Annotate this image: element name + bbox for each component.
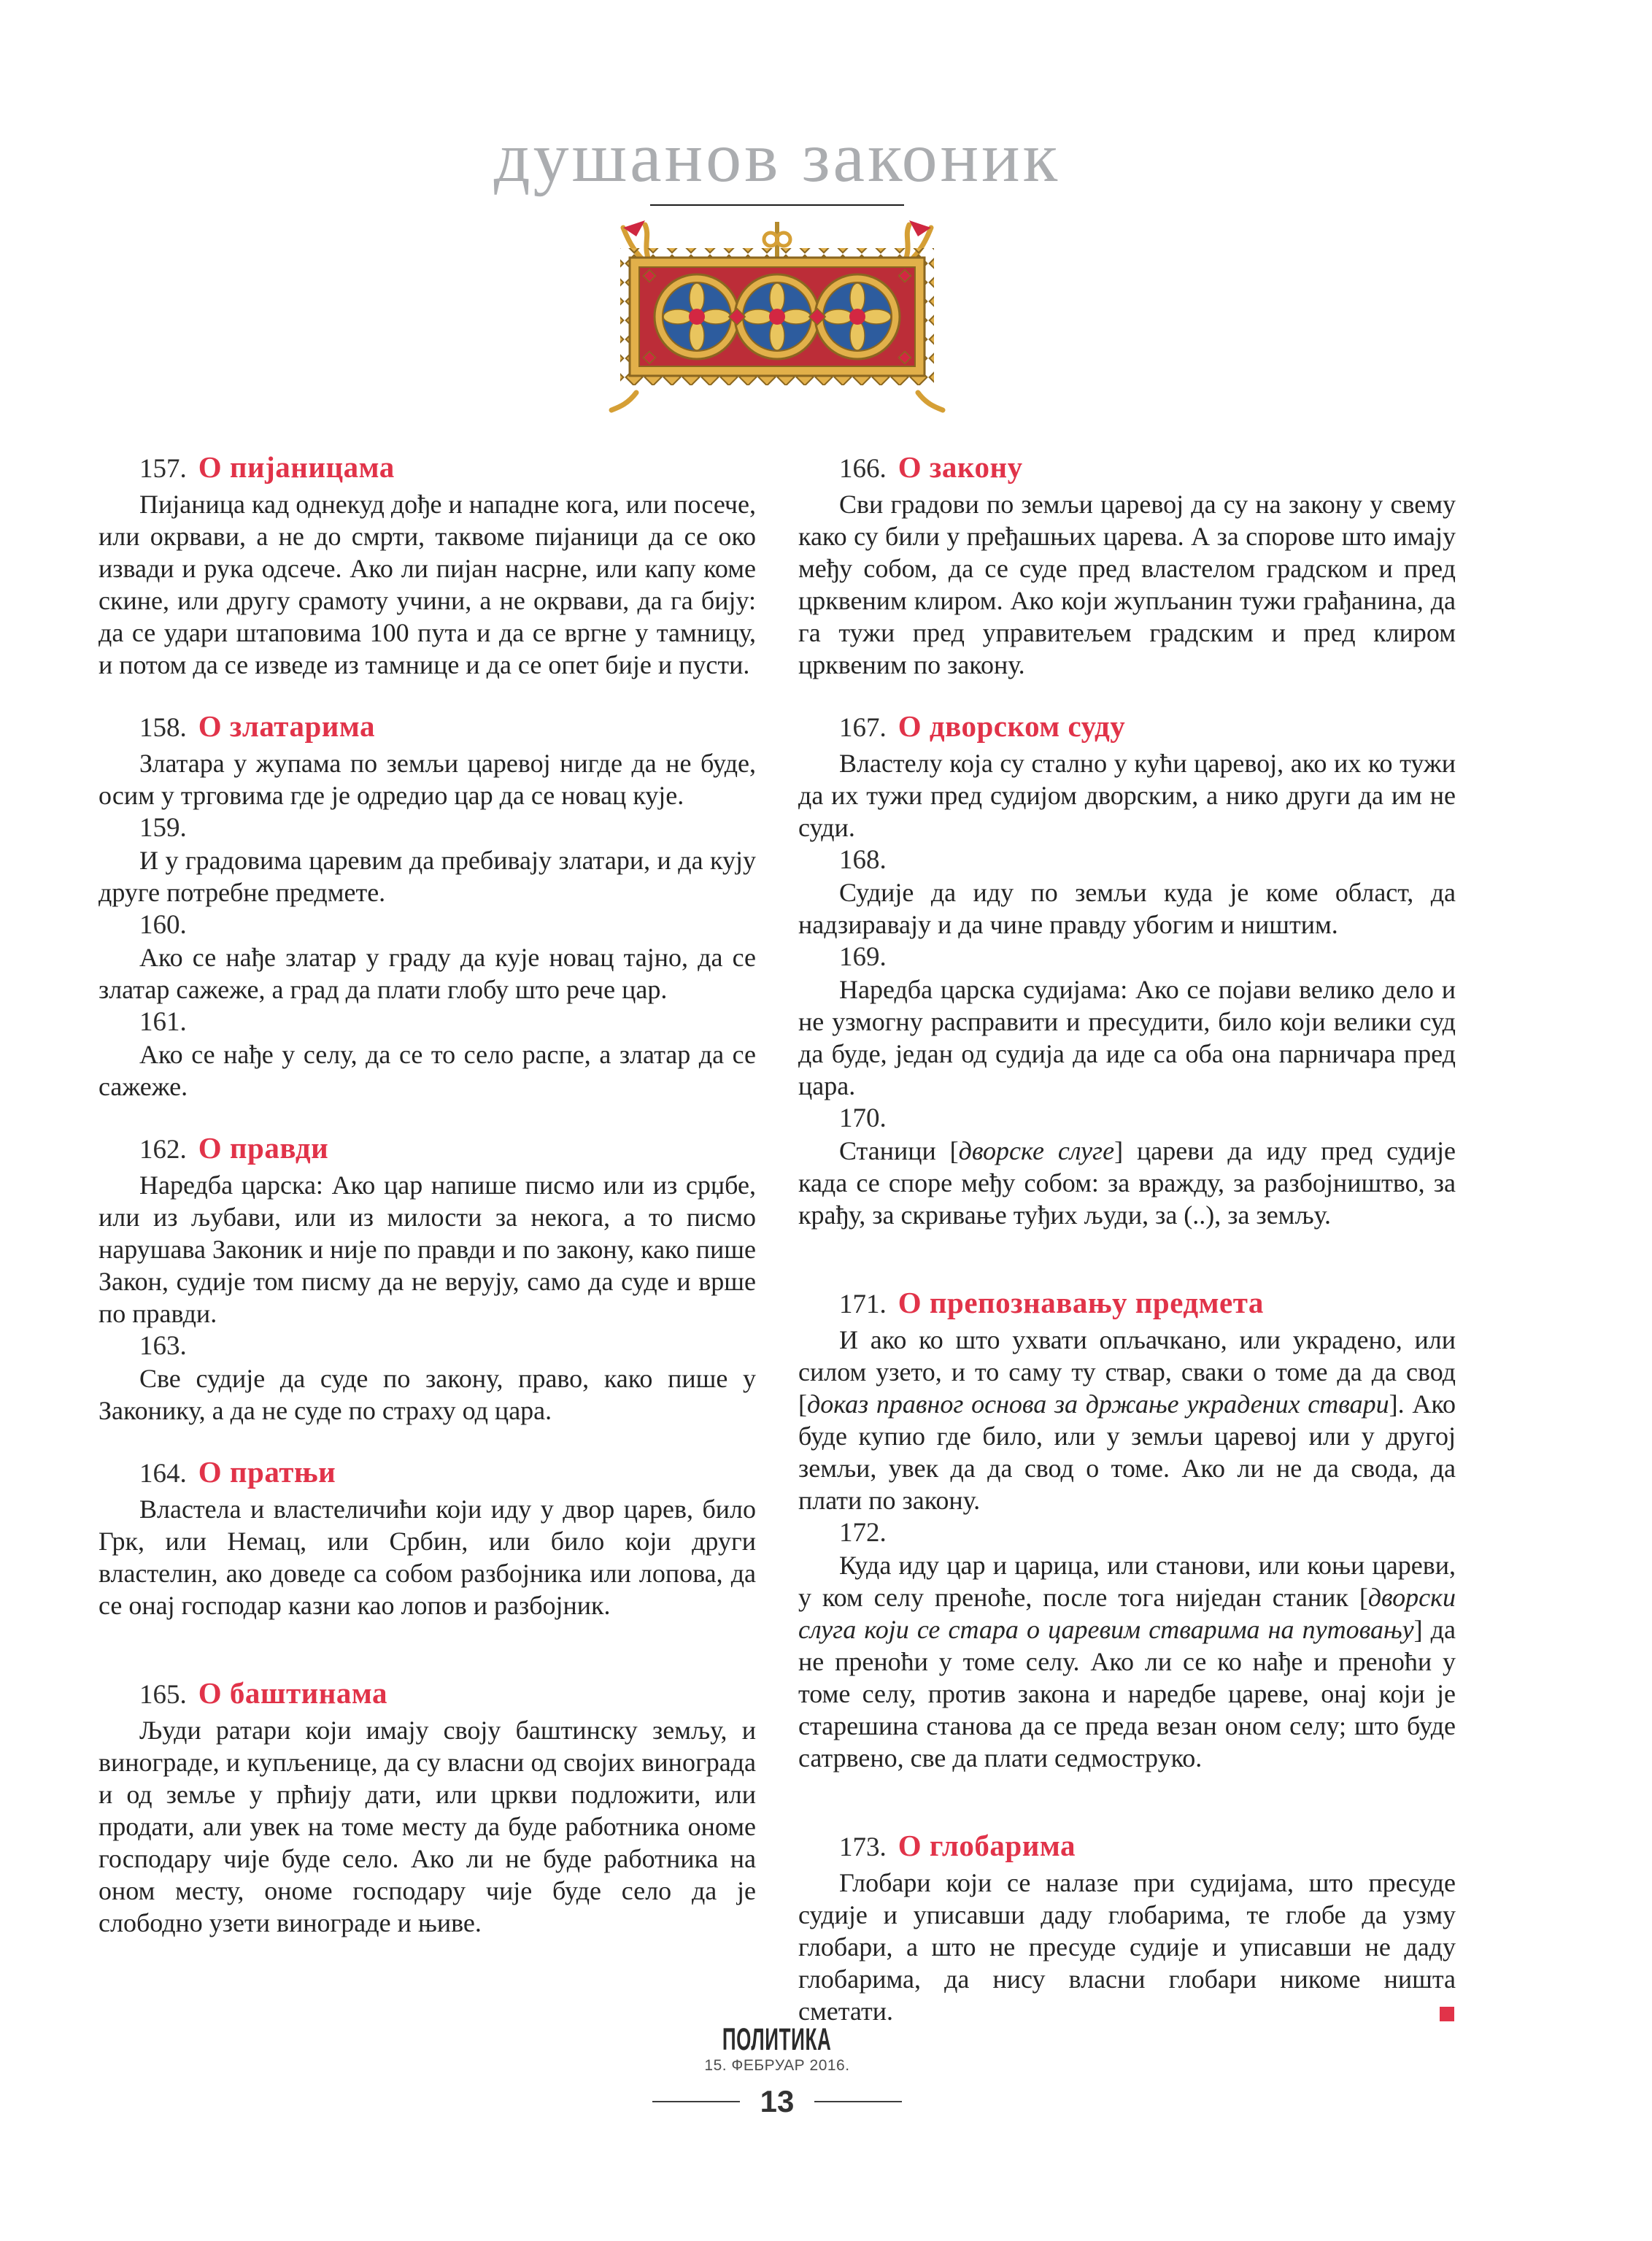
article-paragraph — [99, 1362, 756, 1427]
article-number: 160. — [139, 909, 187, 940]
headpiece-ornament-image — [99, 216, 1456, 419]
politika-logo: ПОЛИТИКА — [722, 2021, 832, 2057]
page-title: душанов законик — [493, 118, 1061, 197]
column-right — [798, 448, 1456, 2027]
article-text: Златара у жупама по земљи царевој нигде да не буде, осим у трговима где је одредио цар да се новац кује. — [99, 748, 756, 810]
article-161 — [99, 1006, 756, 1103]
article-paragraph — [99, 844, 756, 909]
issue-date: 15. ФЕБРУАР 2016. — [704, 2057, 850, 2074]
article-number: 170. — [839, 1103, 887, 1133]
article-number: 159. — [139, 812, 187, 843]
article-paragraph — [99, 941, 756, 1006]
article-headline — [798, 1827, 1456, 1867]
article-text: И у градовима царевим да пребивају златари, и да кују друге потребне предмете. — [99, 845, 756, 907]
article-headline — [99, 1674, 756, 1714]
article-number: 163. — [139, 1330, 187, 1361]
article-heading: О правди — [198, 1130, 329, 1165]
article-paragraph — [99, 1714, 756, 1939]
article-text: Наредба царска: Ако цар напише писмо или из срџбе, или из љубави, или из милости за некога, а то писмо нарушава Законик и није по правди и по закону, како пише Закон, судије том писму да не верују, само да суде и врше по правди. — [99, 1170, 756, 1328]
article-paragraph — [99, 488, 756, 681]
article-paragraph — [99, 1493, 756, 1621]
article-paragraph — [798, 488, 1456, 681]
article-headline — [99, 1453, 756, 1493]
article-168 — [798, 844, 1456, 941]
article-text: Пијаница кад однекуд дође и нападне кога, или посече, или окрвави, а не до смрти, таквоме пијаници да се око извади и рука одсече. Ако ли пијан насрне, или капу коме скине, или другу срамоту учини, а не окрвави, да га бију: да се удари штаповима 100 пута и да се вргне у тамницу, и потом да се изведе из тамнице и да се опет бије и пусти. — [99, 489, 756, 679]
article-paragraph — [798, 1324, 1456, 1516]
article-165 — [99, 1674, 756, 1939]
article-171 — [798, 1284, 1456, 1516]
article-text: Судије да иду по земљи куда је коме област, да надзиравају и да чине правду убогим и ништим. — [798, 877, 1456, 939]
article-text: Глобари који се налазе при судијама, што пресуде судије и уписавши даду глобарима, те глобе да узму глобари, а што не пресуде судије и уписавши не даду глобарима, да нису власни глобари никоме ништа сметати. — [798, 1867, 1456, 2026]
article-167 — [798, 707, 1456, 844]
article-text: Сви градови по земљи царевој да су на закону у свему како су били у пређашњих царева. А за спорове што имају међу собом, да се суде пред властелом градском и пред црквеним клиром. Ако који жупљанин тужи грађанина, да га тужи пред управитељем градским и пред клиром црквеним по закону. — [798, 489, 1456, 679]
article-text: Властелу која су стално у кући царевој, ако их ко тужи да их тужи пред судијом дворским, а нико други да им не суди. — [798, 748, 1456, 842]
article-157 — [99, 448, 756, 681]
article-170 — [798, 1102, 1456, 1231]
article-172 — [798, 1516, 1456, 1774]
article-columns — [99, 448, 1456, 2027]
article-headline — [798, 1284, 1456, 1324]
article-number: 172. — [839, 1517, 887, 1548]
article-text: ] да не преноћи у томе селу. Ако ли се ко нађе и преноћи у томе селу, против закона и наредбе цареве, онај који је старешина станова да се преда везан оном селу; што буде сатрвено, све да плати седмоструко. — [798, 1614, 1456, 1773]
article-text: ]. Ако буде купио где било, или у земљи царевој или у другој земљи, увек да да свод о томе. Ако ли не да свода, да плати по закону. — [798, 1389, 1456, 1515]
article-text: Властела и властеличићи који иду у двор царев, било Грк, или Немац, или Србин, или било који други властелин, ако доведе са собом разбојника или лопова, да се онај господар казни као лопов и разбојник. — [99, 1494, 756, 1620]
article-text: Куда иду цар и царица, или станови, или коњи цареви, у ком селу преноће, после тога ниједан станик [ — [798, 1550, 1456, 1612]
title-divider — [650, 204, 904, 206]
article-text: Људи ратари који имају своју баштинску земљу, и винограде, и купљенице, да су власни од својих винограда и од земље у прћију дати, или цркви подложити, или продати, али увек на томе месту да буде работника ономе господару чије буде село. Ако ли не буде работника на оном месту, ономе господару чије буде село да је слободно узети винограде и њиве. — [99, 1715, 756, 1937]
article-paragraph — [798, 1549, 1456, 1774]
article-heading: О пијаницама — [198, 450, 395, 484]
article-number: 161. — [139, 1006, 187, 1037]
article-headline — [99, 1129, 756, 1169]
article-headline — [798, 707, 1456, 747]
ornament-svg — [606, 216, 949, 417]
gloss-italic-text: дворске слуге — [958, 1135, 1115, 1165]
article-text: ] цареви да иду пред судије када се споре међу собом: за вражду, за разбојништво, за крађу, за скривање туђих људи, за (..), за земљу. — [798, 1135, 1456, 1230]
column-left — [99, 448, 756, 2027]
article-number: 164. — [139, 1458, 187, 1489]
article-heading: О дворском суду — [898, 709, 1126, 743]
article-number: 158. — [139, 712, 187, 743]
article-headline — [798, 448, 1456, 488]
article-158 — [99, 707, 756, 811]
article-text: Наредба царска судијама: Ако се појави велико дело и не узмогну расправити и пресудити, било који велики суд да буде, један од судија да иде са оба она парничара пред цара. — [798, 974, 1456, 1100]
article-text: И ако ко што ухвати опљачкано, или украдено, или силом узето, и то саму ту ствар, сваки о томе да да свод [ — [798, 1324, 1456, 1419]
article-paragraph — [99, 1169, 756, 1330]
article-number: 166. — [839, 453, 887, 484]
end-of-article-mark — [1440, 2007, 1454, 2021]
article-number: 167. — [839, 712, 887, 743]
page-content — [99, 0, 1456, 2027]
article-164 — [99, 1453, 756, 1621]
article-paragraph — [99, 1038, 756, 1103]
article-paragraph — [798, 876, 1456, 941]
article-heading: О закону — [898, 450, 1023, 484]
article-heading: О глобарима — [898, 1828, 1076, 1862]
article-text: Ако се нађе у селу, да се то село распе, а златар да се сажеже. — [99, 1039, 756, 1101]
article-text: Станици [ — [839, 1135, 959, 1165]
article-paragraph — [798, 973, 1456, 1102]
article-number: 162. — [139, 1134, 187, 1165]
article-number: 173. — [839, 1832, 887, 1862]
article-number: 165. — [139, 1679, 187, 1710]
article-160 — [99, 909, 756, 1006]
article-paragraph — [798, 1135, 1456, 1231]
page-footer — [99, 2021, 1456, 2118]
article-headline — [99, 448, 756, 488]
page-number-rule-right — [814, 2101, 902, 2102]
article-text: Ако се нађе златар у граду да кује новац тајно, да се златар сажеже, а град да плати глобу што рече цар. — [99, 942, 756, 1004]
article-paragraph — [99, 747, 756, 811]
article-169 — [798, 941, 1456, 1102]
page-number-row — [99, 2086, 1456, 2117]
article-headline — [99, 707, 756, 747]
page-number: 13 — [760, 2084, 795, 2118]
article-heading: О пратњи — [198, 1454, 336, 1489]
article-number: 169. — [839, 941, 887, 972]
article-paragraph — [798, 1867, 1456, 2027]
article-heading: О препознавању предмета — [898, 1285, 1264, 1319]
article-162 — [99, 1129, 756, 1330]
article-text: Све судије да суде по закону, право, како пише у Законику, а да не суде по страху од цара. — [99, 1363, 756, 1425]
article-heading: О златарима — [198, 709, 376, 743]
article-number: 157. — [139, 453, 187, 484]
article-163 — [99, 1330, 756, 1427]
article-166 — [798, 448, 1456, 681]
gloss-italic-text: дворски слуга који се стара о царевим стварима на путовању — [798, 1582, 1456, 1644]
article-heading: О баштинама — [198, 1675, 388, 1710]
article-173 — [798, 1827, 1456, 2027]
article-number: 171. — [839, 1289, 887, 1319]
article-number: 168. — [839, 844, 887, 875]
article-159 — [99, 811, 756, 909]
gloss-italic-text: доказ правног основа за држање украдених ствари — [807, 1389, 1389, 1419]
article-paragraph — [798, 747, 1456, 844]
page-number-rule-left — [652, 2101, 740, 2102]
